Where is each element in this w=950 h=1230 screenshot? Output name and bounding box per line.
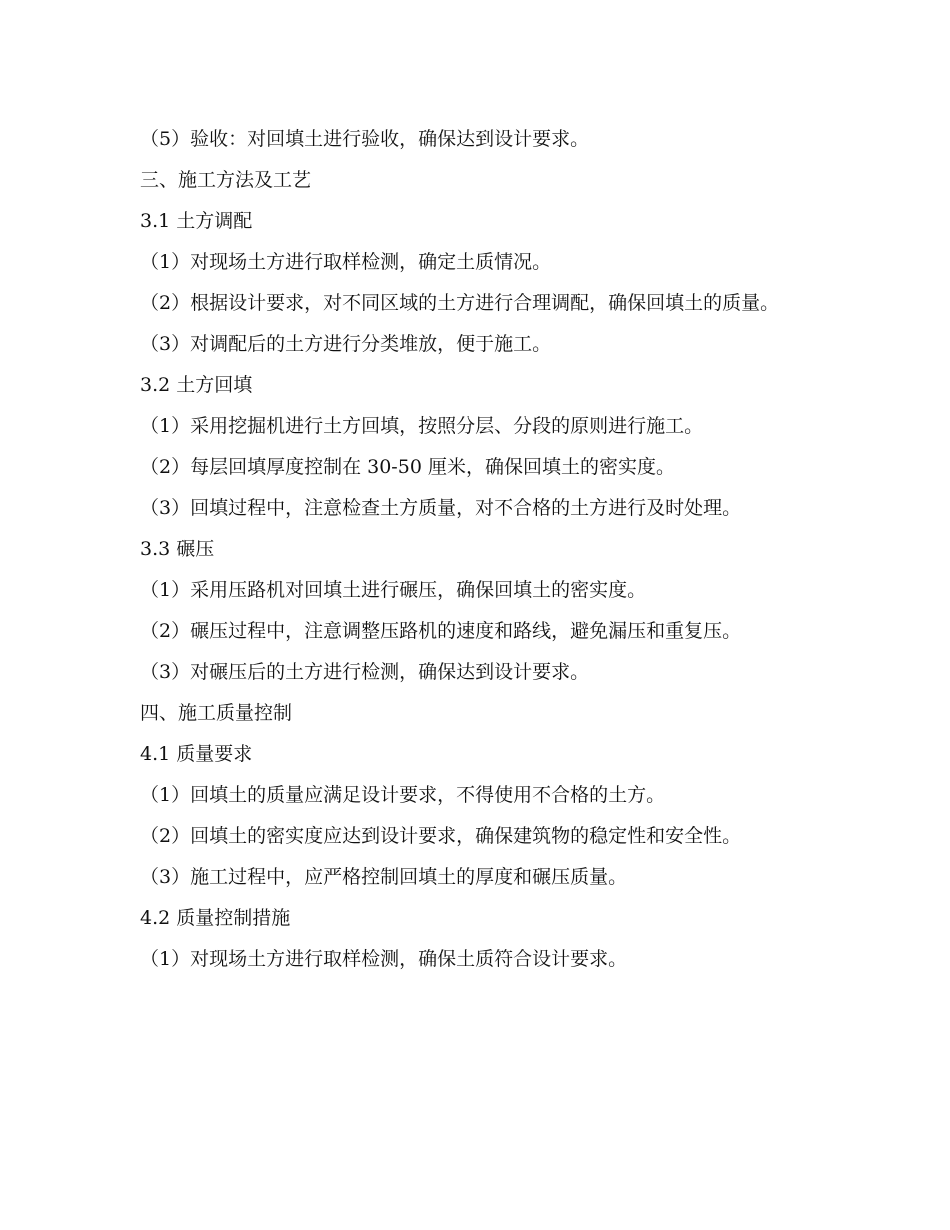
subsection-heading-earth-allocation: 3.1 土方调配 — [140, 210, 253, 232]
paragraph-stockpile: （3）对调配后的土方进行分类堆放，便于施工。 — [140, 333, 552, 355]
paragraph-quality-requirement-3: （3）施工过程中，应严格控制回填土的厚度和碾压质量。 — [140, 866, 628, 888]
paragraph-sampling: （1）对现场土方进行取样检测，确定土质情况。 — [140, 251, 552, 273]
subsection-heading-compaction: 3.3 碾压 — [140, 538, 215, 560]
paragraph-quality-measure-1: （1）对现场土方进行取样检测，确保土质符合设计要求。 — [140, 948, 628, 970]
subsection-heading-backfill: 3.2 土方回填 — [140, 374, 253, 396]
paragraph-acceptance: （5）验收：对回填土进行验收，确保达到设计要求。 — [140, 128, 590, 150]
paragraph-roller: （1）采用压路机对回填土进行碾压，确保回填土的密实度。 — [140, 579, 647, 601]
paragraph-compaction-test: （3）对碾压后的土方进行检测，确保达到设计要求。 — [140, 661, 590, 683]
subsection-heading-quality-requirements: 4.1 质量要求 — [140, 743, 253, 765]
paragraph-layer-thickness: （2）每层回填厚度控制在 30-50 厘米，确保回填土的密实度。 — [140, 456, 675, 478]
paragraph-roller-speed: （2）碾压过程中，注意调整压路机的速度和路线，避免漏压和重复压。 — [140, 620, 742, 642]
paragraph-allocation: （2）根据设计要求，对不同区域的土方进行合理调配，确保回填土的质量。 — [140, 292, 780, 314]
subsection-heading-quality-measures: 4.2 质量控制措施 — [140, 907, 291, 929]
document-body — [140, 128, 810, 989]
section-heading-quality-control: 四、施工质量控制 — [140, 702, 293, 724]
paragraph-excavator: （1）采用挖掘机进行土方回填，按照分层、分段的原则进行施工。 — [140, 415, 704, 437]
paragraph-quality-check: （3）回填过程中，注意检查土方质量，对不合格的土方进行及时处理。 — [140, 497, 742, 519]
paragraph-quality-requirement-1: （1）回填土的质量应满足设计要求，不得使用不合格的土方。 — [140, 784, 666, 806]
section-heading-construction-method: 三、施工方法及工艺 — [140, 169, 312, 191]
paragraph-quality-requirement-2: （2）回填土的密实度应达到设计要求，确保建筑物的稳定性和安全性。 — [140, 825, 742, 847]
